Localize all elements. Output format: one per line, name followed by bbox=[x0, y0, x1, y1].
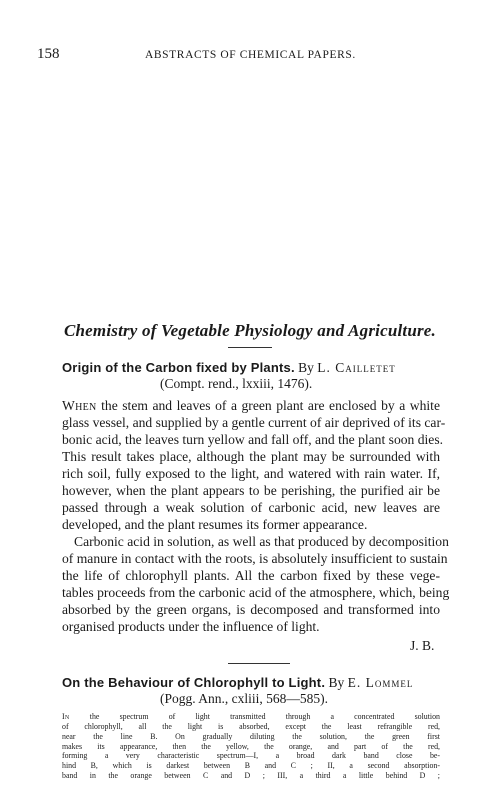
article-1-line: bonic acid, the leaves turn yellow and fall off, and the plant soon dies. bbox=[62, 432, 444, 447]
article-2-line: In the spectrum of light transmitted through a concentrated solution bbox=[62, 712, 440, 721]
running-title: ABSTRACTS OF CHEMICAL PAPERS. bbox=[145, 49, 356, 61]
article-1-line: organised products under the influence of light. bbox=[62, 619, 320, 634]
article-2-heading bbox=[62, 675, 413, 691]
article-1-line: Carbonic acid in solution, as well as that produced by decomposition bbox=[74, 534, 449, 549]
article-1-line: the life of chlorophyll plants. All the carbon fixed by these vege- bbox=[62, 568, 440, 583]
article-divider bbox=[228, 663, 290, 664]
article-1-line: of manure in contact with the roots, is absolutely insufficient to sustain bbox=[62, 551, 448, 566]
article-1-line: rich soil, fully exposed to the light, and watered with rain water. If, bbox=[62, 466, 440, 481]
article-1-title: Origin of the Carbon fixed by Plants. bbox=[62, 360, 295, 375]
article-2-line: makes its appearance, then the yellow, the orange, and part of the red, bbox=[62, 741, 440, 751]
section-rule bbox=[228, 347, 272, 348]
article-1-line: however, when the plant appears to be perishing, the purified air be bbox=[62, 483, 440, 498]
article-1-heading bbox=[62, 360, 396, 376]
article-2-line: forming a very characteristic spectrum—I, a broad dark band close be- bbox=[62, 751, 440, 761]
article-1-by: By bbox=[298, 360, 314, 375]
article-1-line: developed, and the plant resumes its former appearance. bbox=[62, 517, 368, 532]
article-1-author: L. Cailletet bbox=[317, 360, 396, 375]
article-1-initials: J. B. bbox=[410, 638, 435, 653]
article-1-line: This result takes place, although the plant may be surrounded with bbox=[62, 449, 440, 464]
page-number: 158 bbox=[37, 46, 60, 62]
article-2-line: band in the orange between C and D ; III, a third a little behind D ; bbox=[62, 771, 440, 781]
article-2-citation: (Pogg. Ann., cxliii, 568—585). bbox=[160, 691, 328, 706]
article-2-line: near the line B. On gradually diluting the solution, the green first bbox=[62, 731, 440, 741]
article-1-citation: (Compt. rend., lxxiii, 1476). bbox=[160, 376, 313, 391]
article-1-line: passed through a weak solution of carbonic acid, new leaves are bbox=[62, 500, 440, 515]
article-2-line: of chlorophyll, all the light is absorbed, except the least refrangible red, bbox=[62, 721, 440, 731]
article-1-line: glass vessel, and supplied by a gentle current of air deprived of its car- bbox=[62, 415, 446, 430]
article-1-line: absorbed by the green organs, is decomposed and transformed into bbox=[62, 602, 440, 617]
article-1-line: When the stem and leaves of a green plant are enclosed by a white bbox=[62, 398, 440, 413]
article-2-title: On the Behaviour of Chlorophyll to Light. bbox=[62, 675, 326, 690]
article-2-line: hind B, which is darkest between B and C ; II, a second absorption- bbox=[62, 761, 440, 771]
article-2-by: By bbox=[328, 675, 345, 690]
article-2-author: E. Lommel bbox=[347, 675, 414, 690]
section-title: Chemistry of Vegetable Physiology and Agriculture. bbox=[63, 321, 437, 340]
article-1-line: tables proceeds from the carbonic acid of the atmosphere, which, being bbox=[62, 585, 450, 600]
